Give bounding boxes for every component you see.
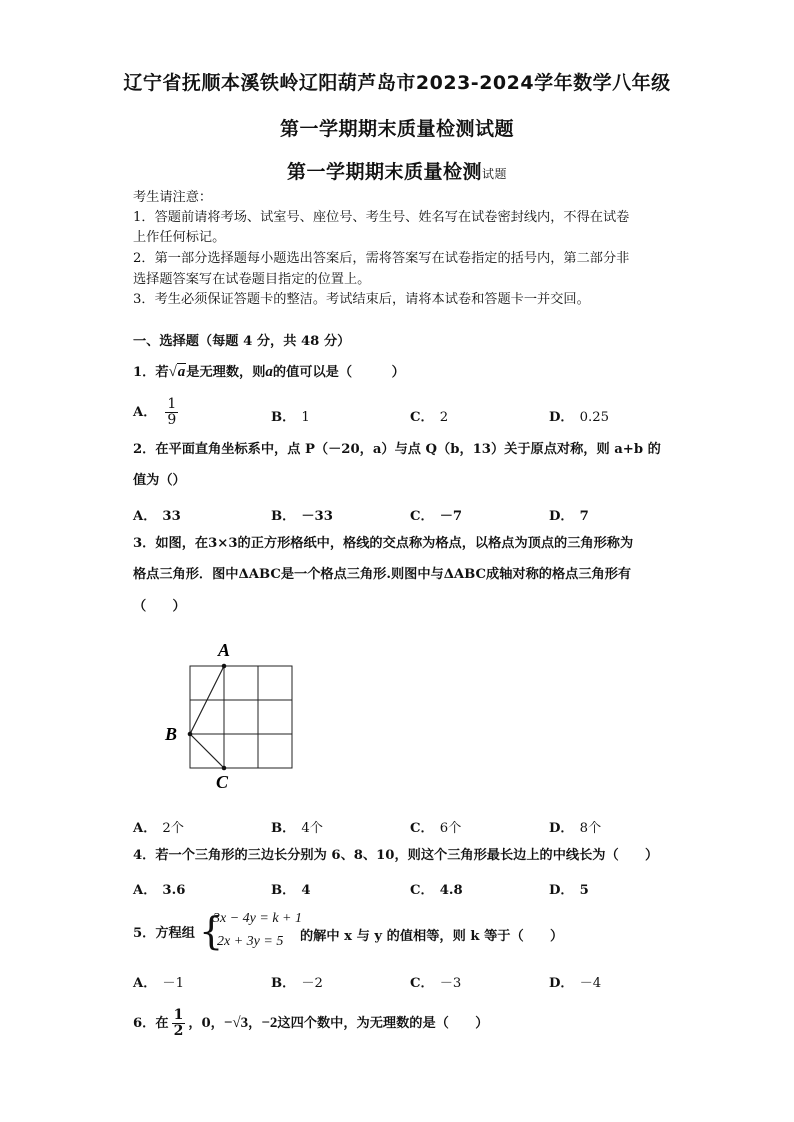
q3-option-a-value: 2个 — [162, 821, 184, 836]
q1-sqrt: √a — [168, 364, 186, 380]
q1-var: a — [265, 364, 273, 380]
q2-option-b-value: －33 — [301, 509, 333, 524]
q5-option-b[interactable] — [271, 972, 323, 991]
q5-option-a[interactable] — [133, 972, 184, 991]
q6-frac-num: 1 — [173, 1007, 184, 1023]
q1-option-c-value: 2 — [439, 410, 449, 425]
notice-item1-a: 1．答题前请将考场、试室号、座位号、考生号、姓名写在试卷密封线内，不得在试卷 — [133, 210, 630, 225]
notice-item3: 3．考生必须保证答题卡的整洁。考试结束后，请将本试卷和答题卡一并交回。 — [133, 292, 590, 307]
q3-option-a-label: A． — [133, 821, 157, 836]
q5-option-d-label: D． — [549, 976, 574, 991]
q1-option-d[interactable] — [549, 406, 609, 425]
q1-pre: 1．若 — [133, 365, 169, 380]
label-b: B — [165, 724, 178, 744]
triangle-abc — [190, 666, 224, 768]
q2-option-c[interactable] — [410, 505, 462, 524]
q2-line2: 值为（） — [133, 473, 186, 488]
q1-option-c[interactable] — [410, 406, 448, 425]
q1-option-a-fraction — [165, 397, 178, 428]
q6-post: 这四个数中，为无理数的是（ ） — [277, 1016, 489, 1031]
q1-option-d-label: D． — [549, 410, 574, 425]
q4-option-a-label: A． — [133, 883, 157, 898]
q1-option-b-label: B． — [271, 410, 296, 425]
q1-option-a[interactable] — [133, 397, 181, 428]
q2-option-d-value: 7 — [579, 509, 589, 524]
q6-fraction — [172, 1008, 186, 1039]
q2-option-a-label: A． — [133, 509, 157, 524]
q1-option-b[interactable] — [271, 406, 310, 425]
q5-equation-system — [199, 909, 302, 955]
q5-pre: 5．方程组 — [133, 926, 195, 941]
q2-option-a-value: 33 — [162, 509, 181, 524]
q4-option-d-value: 5 — [579, 883, 589, 898]
q5-eq2: 2x + 3y = 5 — [217, 934, 284, 949]
q1-option-a-den: 9 — [167, 412, 177, 428]
q4-option-a[interactable] — [133, 879, 185, 898]
q2-option-d-label: D． — [549, 509, 574, 524]
q3-option-d-label: D． — [549, 821, 574, 836]
q5-option-d-value: －4 — [579, 976, 602, 991]
q3-option-d-value: 8个 — [579, 821, 602, 836]
q4-option-c[interactable] — [410, 879, 463, 898]
point-c — [222, 766, 227, 771]
q3-option-a[interactable] — [133, 817, 184, 836]
doc-title-line3 — [0, 157, 794, 184]
q6-mid2: ， — [248, 1016, 262, 1031]
q1-option-d-value: 0.25 — [579, 410, 609, 425]
q6-neg-sqrt: −√3 — [223, 1015, 249, 1031]
q2-option-b[interactable] — [271, 505, 333, 524]
q3-option-d[interactable] — [549, 817, 601, 836]
doc-title-line2: 第一学期期末质量检测试题 — [279, 118, 514, 140]
point-a — [222, 664, 227, 669]
q6-frac-den: 2 — [173, 1023, 184, 1039]
section1-heading: 一、选择题（每题 4 分，共 48 分） — [133, 334, 351, 349]
q4-option-c-label: C． — [410, 883, 434, 898]
q3-line1: 3．如图，在3×3的正方形格纸中，格线的交点称为格点，以格点为顶点的三角形称为 — [133, 536, 634, 551]
label-a: A — [218, 640, 231, 660]
q5-eq1: 3x − 4y = k + 1 — [213, 911, 302, 926]
q5-post: 的解中 x 与 y 的值相等，则 k 等于（ ） — [300, 929, 564, 944]
q1-stem — [133, 363, 662, 382]
q2-option-c-value: －7 — [439, 509, 463, 524]
q6-mid1: ，0， — [188, 1016, 224, 1031]
q4-option-b[interactable] — [271, 879, 311, 898]
point-b — [188, 732, 193, 737]
q2-line1: 2．在平面直角坐标系中，点 P（－20，a）与点 Q（b，13）关于原点对称，则 a+b 的 — [133, 442, 661, 457]
q5-option-b-label: B． — [271, 976, 296, 991]
q5-option-d[interactable] — [549, 972, 601, 991]
q4-option-b-value: 4 — [301, 883, 311, 898]
q2-option-b-label: B． — [271, 509, 296, 524]
q1-radicand: a — [177, 364, 186, 380]
notice-item2-a: 2．第一部分选择题每小题选出答案后，需将答案写在试卷指定的括号内，第二部分非 — [133, 251, 630, 266]
notice-heading: 考生请注意： — [133, 190, 213, 205]
doc-title-line1: 辽宁省抚顺本溪铁岭辽阳葫芦岛市2023-2024学年数学八年级 — [123, 72, 671, 94]
doc-title-line3-main: 第一学期期末质量检测 — [286, 161, 482, 183]
grid-lines — [190, 666, 292, 768]
q5-option-a-value: －1 — [162, 976, 184, 991]
q5-option-c-value: －3 — [439, 976, 462, 991]
q2-option-c-label: C． — [410, 509, 434, 524]
q4-option-a-value: 3.6 — [162, 883, 186, 898]
q5-brace: { — [199, 909, 224, 953]
q3-option-b[interactable] — [271, 817, 323, 836]
q3-line2: 格点三角形．图中ΔABC是一个格点三角形.则图中与ΔABC成轴对称的格点三角形有 — [133, 567, 632, 582]
q3-line3: （ ） — [133, 599, 186, 614]
q1-post: 的值可以是（ ） — [272, 365, 405, 380]
q4-line1: 4．若一个三角形的三边长分别为 6、8、10，则这个三角形最长边上的中线长为（ ） — [133, 848, 659, 863]
q4-option-b-label: B． — [271, 883, 296, 898]
q2-option-a[interactable] — [133, 505, 181, 524]
q5-option-a-label: A． — [133, 976, 157, 991]
q1-option-c-label: C． — [410, 410, 434, 425]
q5-option-c[interactable] — [410, 972, 461, 991]
q5-option-c-label: C． — [410, 976, 434, 991]
q1-mid: 是无理数，则 — [186, 365, 266, 380]
q2-option-d[interactable] — [549, 505, 589, 524]
q1-option-a-num: 1 — [167, 396, 177, 412]
q3-grid-figure — [160, 636, 310, 796]
label-c: C — [216, 772, 229, 792]
notice-item1-b: 上作任何标记。 — [133, 230, 226, 245]
q6-neg2: −2 — [261, 1015, 278, 1031]
q3-option-b-value: 4个 — [301, 821, 323, 836]
q3-option-b-label: B． — [271, 821, 296, 836]
q5-option-b-value: －2 — [301, 976, 323, 991]
q4-option-c-value: 4.8 — [439, 883, 463, 898]
q1-option-b-value: 1 — [301, 410, 310, 425]
q1-option-a-label: A． — [133, 405, 157, 420]
q3-option-c-label: C． — [410, 821, 434, 836]
doc-title-line3-small: 试题 — [482, 167, 508, 181]
q4-option-d[interactable] — [549, 879, 589, 898]
notice-item2-b: 选择题答案写在试卷题目指定的位置上。 — [133, 272, 371, 287]
q6-stem — [133, 1008, 662, 1039]
q6-pre: 6．在 — [133, 1016, 169, 1031]
q3-option-c-value: 6个 — [439, 821, 462, 836]
q3-option-c[interactable] — [410, 817, 461, 836]
q4-option-d-label: D． — [549, 883, 574, 898]
